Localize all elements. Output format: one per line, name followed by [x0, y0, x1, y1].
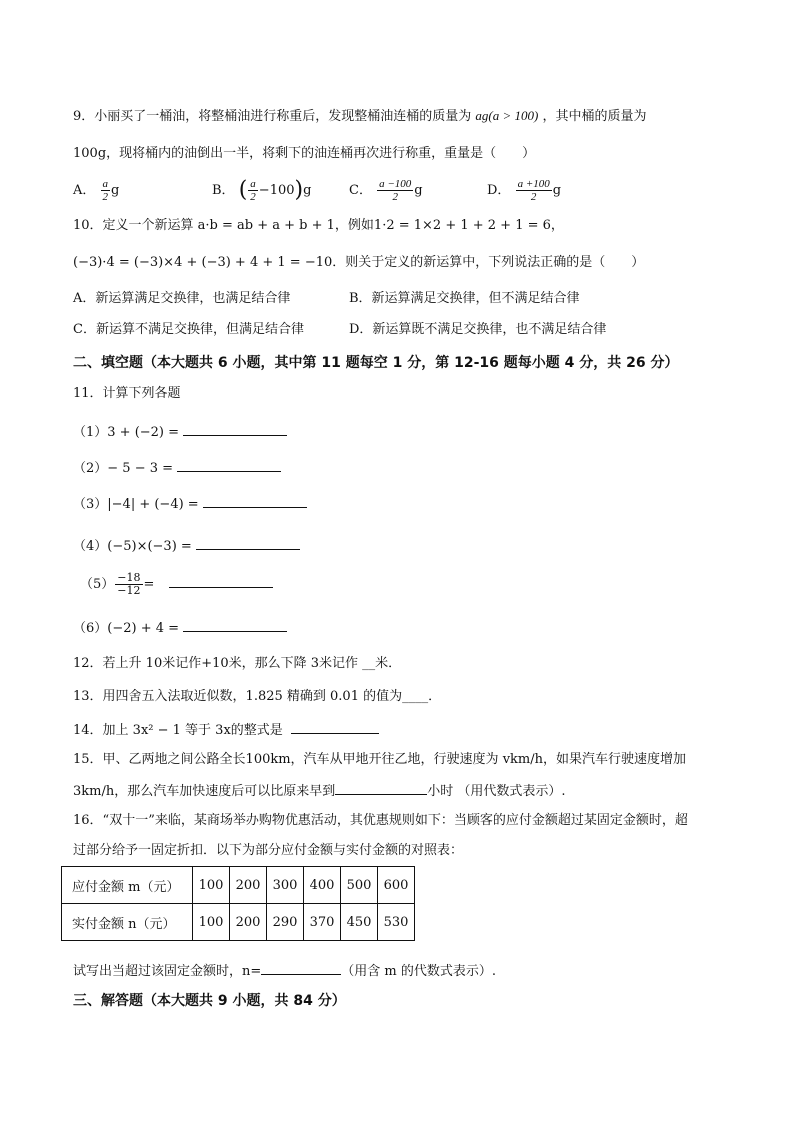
fraction: $\frac{-18}{-12}$: [117, 571, 141, 597]
answer-blank[interactable]: [196, 535, 300, 550]
table-cell: 450: [341, 904, 378, 941]
q9-option-c[interactable]: [349, 178, 423, 203]
q9-option-d[interactable]: [487, 178, 561, 203]
unit: g: [414, 183, 423, 198]
q10-option-c[interactable]: C．新运算不满足交换律，但满足结合律: [73, 322, 304, 337]
option-label: B．: [212, 183, 235, 198]
section-3-heading: 三、解答题（本大题共 9 小题，共 84 分）: [73, 993, 346, 1009]
q11-item-4: （4）(−5)×(−3) =: [73, 535, 300, 556]
q16-line1: 16．“双十一”来临，某商场举办购物优惠活动，其优惠规则如下：当顾客的应付金额超过某固定金额时，超: [73, 813, 688, 828]
table-cell: 200: [230, 867, 267, 904]
unit: g: [552, 183, 562, 198]
table-cell: 100: [193, 867, 230, 904]
q10-option-b[interactable]: B．新运算满足交换律，但不满足结合律: [349, 291, 580, 306]
q9-text-b: ，其中桶的质量为: [542, 109, 647, 124]
fraction: $\frac{a}{2}$: [102, 178, 109, 203]
answer-blank[interactable]: [261, 960, 341, 975]
answer-blank[interactable]: [177, 457, 281, 472]
q16-line2: 过部分给予一固定折扣．以下为部分应付金额与实付金额的对照表：: [73, 843, 464, 858]
unit: g: [111, 183, 120, 198]
amount-table: [61, 866, 415, 941]
q10-line2: (−3)·4 = (−3)×4 + (−3) + 4 + 1 = −10．则关于定义的新运算中，下列说法正确的是（ ）: [73, 255, 645, 270]
option-label: D．: [487, 183, 511, 198]
q9-option-a[interactable]: [73, 178, 119, 203]
table-header-cell: 应付金额 m（元）: [62, 867, 193, 904]
answer-blank[interactable]: [291, 719, 379, 734]
section-2-heading: 二、填空题（本大题共 6 小题，其中第 11 题每空 1 分，第 12-16 题每小题 4 分，共 26 分）: [73, 355, 679, 371]
q10-option-d[interactable]: D．新运算既不满足交换律，也不满足结合律: [349, 322, 607, 337]
q9-expression: ag(a > 100): [475, 108, 539, 123]
answer-blank[interactable]: [203, 493, 307, 508]
table-cell: 400: [304, 867, 341, 904]
option-label: C．: [349, 183, 372, 198]
table-cell: 600: [378, 867, 415, 904]
table-row: [62, 904, 415, 941]
q13: 13．用四舍五入法取近似数，1.825 精确到 0.01 的值为____．: [73, 689, 442, 704]
fraction: $\frac{a}{2}$: [250, 178, 256, 203]
q16-line3: 试写出当超过该固定金额时，n= （用含 m 的代数式表示）.: [73, 960, 496, 981]
q9-line1: [73, 107, 647, 126]
fraction: $\frac{a +100}{2}$: [517, 178, 550, 203]
q10-option-a[interactable]: A．新运算满足交换律，也满足结合律: [73, 291, 291, 306]
answer-blank[interactable]: [169, 573, 273, 588]
q11-item-5: （5） $\frac{-18}{-12}$ =: [80, 570, 273, 600]
table-cell: 370: [304, 904, 341, 941]
unit: g: [303, 183, 312, 198]
q15-line2: 3km/h，那么汽车加快速度后可以比原来早到 小时 （用代数式表示）.: [73, 780, 566, 801]
q11-title: 11．计算下列各题: [73, 386, 181, 401]
table-cell: 500: [341, 867, 378, 904]
answer-blank[interactable]: [335, 780, 427, 795]
q9-option-b[interactable]: B． ( $\frac{a}{2}$ −100)g: [212, 177, 312, 203]
answer-blank[interactable]: [183, 617, 287, 632]
q11-item-6: （6）(−2) + 4 =: [73, 617, 287, 638]
q11-item-3: （3）|−4| + (−4) =: [73, 493, 307, 514]
table-row: [62, 867, 415, 904]
q12: 12．若上升 10米记作+10米，那么下降 3米记作 __米．: [73, 656, 402, 671]
table-cell: 530: [378, 904, 415, 941]
fraction: $\frac{a -100}{2}$: [379, 178, 412, 203]
q11-item-1: （1）3 + (−2) =: [73, 421, 287, 442]
table-header-cell: 实付金额 n（元）: [62, 904, 193, 941]
table-cell: 100: [193, 904, 230, 941]
q9-line2: 100g，现将桶内的油倒出一半，将剩下的油连桶再次进行称重，重量是（ ）: [73, 146, 536, 161]
option-tail: −100: [258, 183, 295, 198]
table-cell: 290: [267, 904, 304, 941]
q9-text-a: 9．小丽买了一桶油，将整桶油进行称重后，发现整桶油连桶的质量为: [73, 109, 472, 124]
q15-line1: 15．甲、乙两地之间公路全长100km，汽车从甲地开往乙地，行驶速度为 vkm/h，如果汽车行驶速度增加: [73, 752, 686, 767]
q14: 14．加上 3x² − 1 等于 3x的整式是: [73, 719, 379, 740]
table-cell: 200: [230, 904, 267, 941]
answer-blank[interactable]: [183, 421, 287, 436]
table-cell: 300: [267, 867, 304, 904]
option-label: A．: [73, 183, 96, 198]
q11-item-2: （2）− 5 − 3 =: [73, 457, 281, 478]
q10-line1: 10．定义一个新运算 a·b = ab + a + b + 1，例如1·2 = 1×2 + 1 + 2 + 1 = 6，: [73, 218, 564, 233]
